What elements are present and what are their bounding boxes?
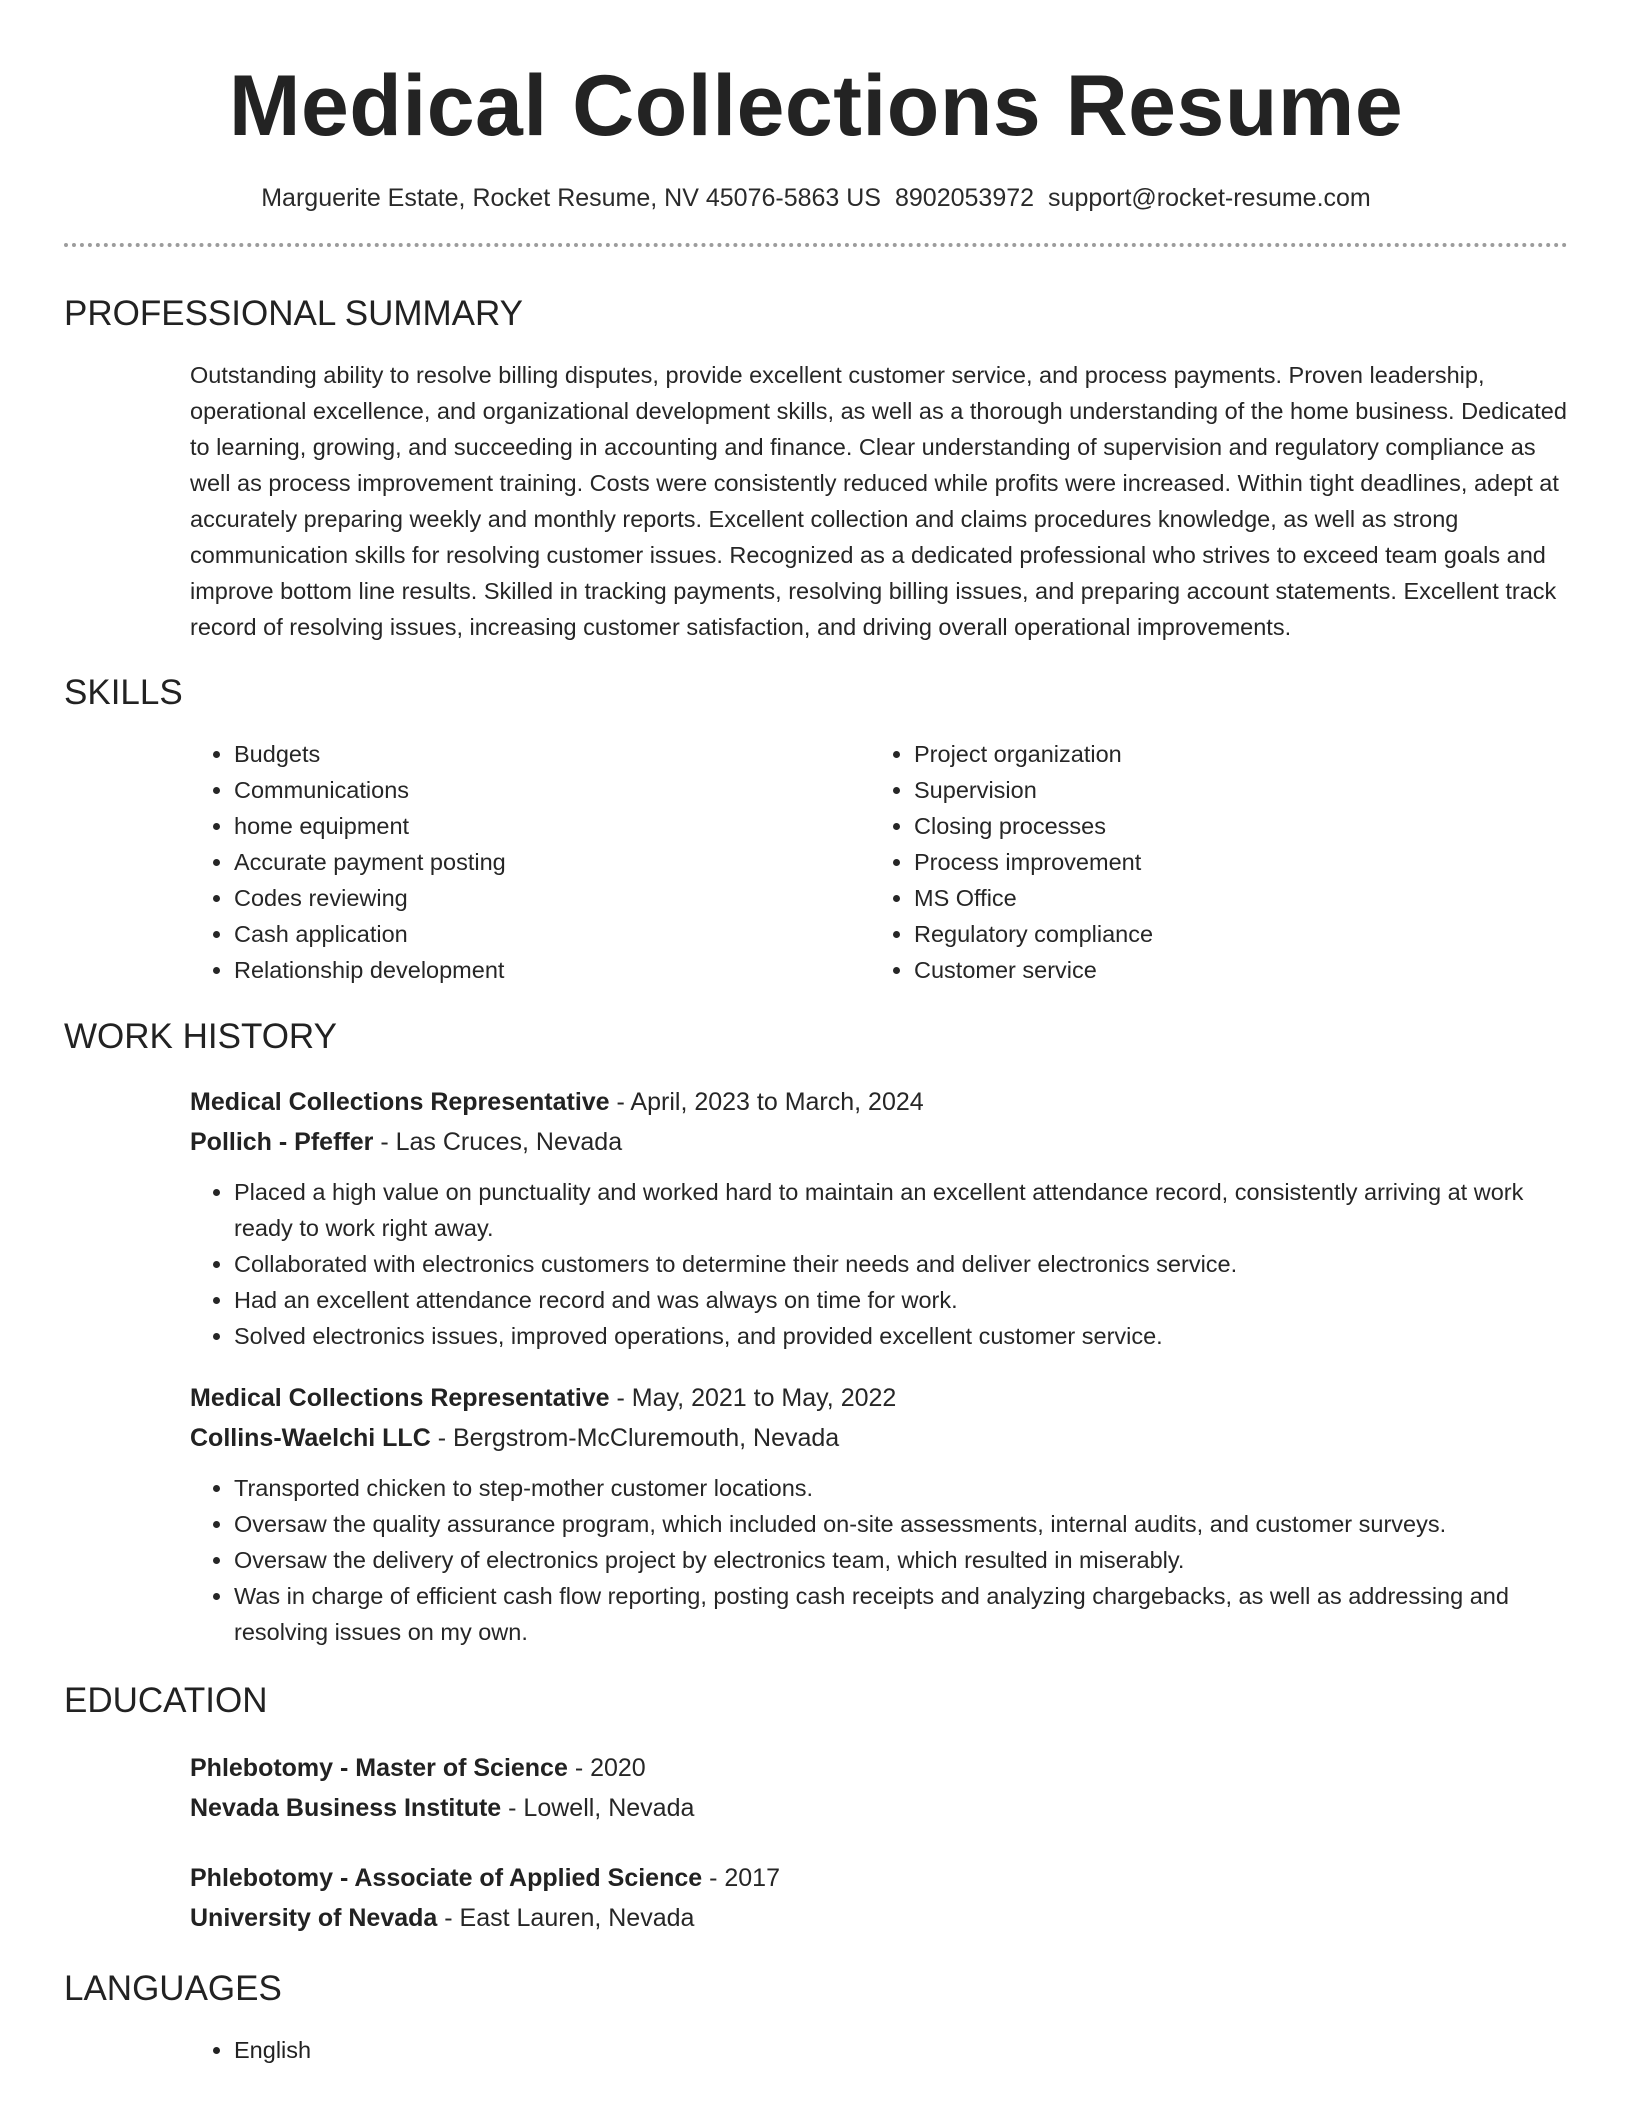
job-entry xyxy=(190,1082,1568,1354)
skill-item: • Regulatory compliance xyxy=(914,916,1514,952)
contact-line xyxy=(64,182,1568,214)
education-year: - 2020 xyxy=(567,1754,646,1782)
skill-item: • Accurate payment posting xyxy=(234,844,870,880)
skills-column-right xyxy=(870,736,1514,988)
education-school: Nevada Business Institute xyxy=(190,1794,502,1822)
education-location: - Lowell, Nevada xyxy=(501,1794,695,1822)
language-item: • English xyxy=(234,2032,1568,2068)
contact-address: Marguerite Estate, Rocket Resume, NV 45076-5863 US xyxy=(261,184,881,212)
job-dates: - May, 2021 to May, 2022 xyxy=(609,1384,897,1412)
job-entry xyxy=(190,1378,1568,1650)
job-company: Pollich - Pfeffer xyxy=(190,1128,374,1156)
job-bullet: • Solved electronics issues, improved operations, and provided excellent customer service. xyxy=(234,1318,1564,1354)
job-bullet: • Oversaw the delivery of electronics project by electronics team, which resulted in miserably. xyxy=(234,1542,1564,1578)
education-entry xyxy=(190,1858,1568,1938)
education-school-row xyxy=(190,1898,1568,1938)
skills-heading: SKILLS xyxy=(64,673,183,712)
skill-item: • Process improvement xyxy=(914,844,1514,880)
education-heading: EDUCATION xyxy=(64,1681,268,1720)
job-bullet: • Was in charge of efficient cash flow reporting, posting cash receipts and analyzing chargebacks, as well as addressing and resolving issues on my own. xyxy=(234,1578,1564,1650)
contact-email: support@rocket-resume.com xyxy=(1048,184,1371,212)
skill-item: • Supervision xyxy=(914,772,1514,808)
skill-item: • Closing processes xyxy=(914,808,1514,844)
job-company: Collins-Waelchi LLC xyxy=(190,1424,431,1452)
job-bullet: • Oversaw the quality assurance program, which included on-site assessments, internal audits, and customer surveys. xyxy=(234,1506,1564,1542)
job-bullets xyxy=(190,1470,1564,1650)
education-degree: Phlebotomy - Associate of Applied Science xyxy=(190,1864,703,1892)
header-divider xyxy=(64,243,1568,247)
education-degree-row xyxy=(190,1748,1568,1788)
skills-list xyxy=(190,736,1568,988)
work-history-heading: WORK HISTORY xyxy=(64,1017,337,1056)
education-degree-row xyxy=(190,1858,1568,1898)
education-school: University of Nevada xyxy=(190,1904,438,1932)
job-bullet: • Transported chicken to step-mother customer locations. xyxy=(234,1470,1564,1506)
job-title-row xyxy=(190,1082,1568,1122)
job-title: Medical Collections Representative xyxy=(190,1088,610,1116)
skill-item: • Budgets xyxy=(234,736,870,772)
education-school-row xyxy=(190,1788,1568,1828)
languages-list xyxy=(190,2032,1568,2068)
skill-item: • Communications xyxy=(234,772,870,808)
education-entry xyxy=(190,1748,1568,1828)
summary-text: Outstanding ability to resolve billing disputes, provide excellent customer service, and process payments. Proven leadership, operational excellence, and organizational development skills, as well as a thorough understanding of the home business. Dedicated to learning, growing, and succeeding in accounting and finance. Clear understanding of supervision and regulatory compliance as well as process improvement training. Costs were consistently reduced while profits were increased. Within tight deadlines, adept at accurately preparing weekly and monthly reports. Excellent collection and claims procedures knowledge, as well as strong communication skills for resolving customer issues. Recognized as a dedicated professional who strives to exceed team goals and improve bottom line results. Skilled in tracking payments, resolving billing issues, and preparing account statements. Excellent track record of resolving issues, increasing customer satisfaction, and driving overall operational improvements. xyxy=(190,362,1567,640)
skill-item: • MS Office xyxy=(914,880,1514,916)
job-bullet: • Placed a high value on punctuality and worked hard to maintain an excellent attendance record, consistently arriving at work ready to work right away. xyxy=(234,1174,1564,1246)
skills-column-left xyxy=(190,736,870,988)
job-bullet: • Collaborated with electronics customers to determine their needs and deliver electronics service. xyxy=(234,1246,1564,1282)
job-location: - Bergstrom-McCluremouth, Nevada xyxy=(430,1424,840,1452)
job-bullet: • Had an excellent attendance record and was always on time for work. xyxy=(234,1282,1564,1318)
job-location: - Las Cruces, Nevada xyxy=(373,1128,623,1156)
education-location: - East Lauren, Nevada xyxy=(437,1904,695,1932)
skill-item: • Project organization xyxy=(914,736,1514,772)
contact-phone: 8902053972 xyxy=(895,184,1035,212)
job-bullets xyxy=(190,1174,1564,1354)
job-company-row xyxy=(190,1122,1568,1162)
resume-page xyxy=(64,0,1568,2068)
languages-heading: LANGUAGES xyxy=(64,1969,282,2008)
skill-item: • Relationship development xyxy=(234,952,870,988)
skill-item: • home equipment xyxy=(234,808,870,844)
education-year: - 2017 xyxy=(702,1864,780,1892)
job-dates: - April, 2023 to March, 2024 xyxy=(609,1088,924,1116)
resume-title: Medical Collections Resume xyxy=(228,58,1404,154)
job-company-row xyxy=(190,1418,1568,1458)
job-title-row xyxy=(190,1378,1568,1418)
education-degree: Phlebotomy - Master of Science xyxy=(190,1754,568,1782)
job-title: Medical Collections Representative xyxy=(190,1384,610,1412)
skill-item: • Cash application xyxy=(234,916,870,952)
summary-heading: PROFESSIONAL SUMMARY xyxy=(64,294,523,333)
skill-item: • Customer service xyxy=(914,952,1514,988)
skill-item: • Codes reviewing xyxy=(234,880,870,916)
